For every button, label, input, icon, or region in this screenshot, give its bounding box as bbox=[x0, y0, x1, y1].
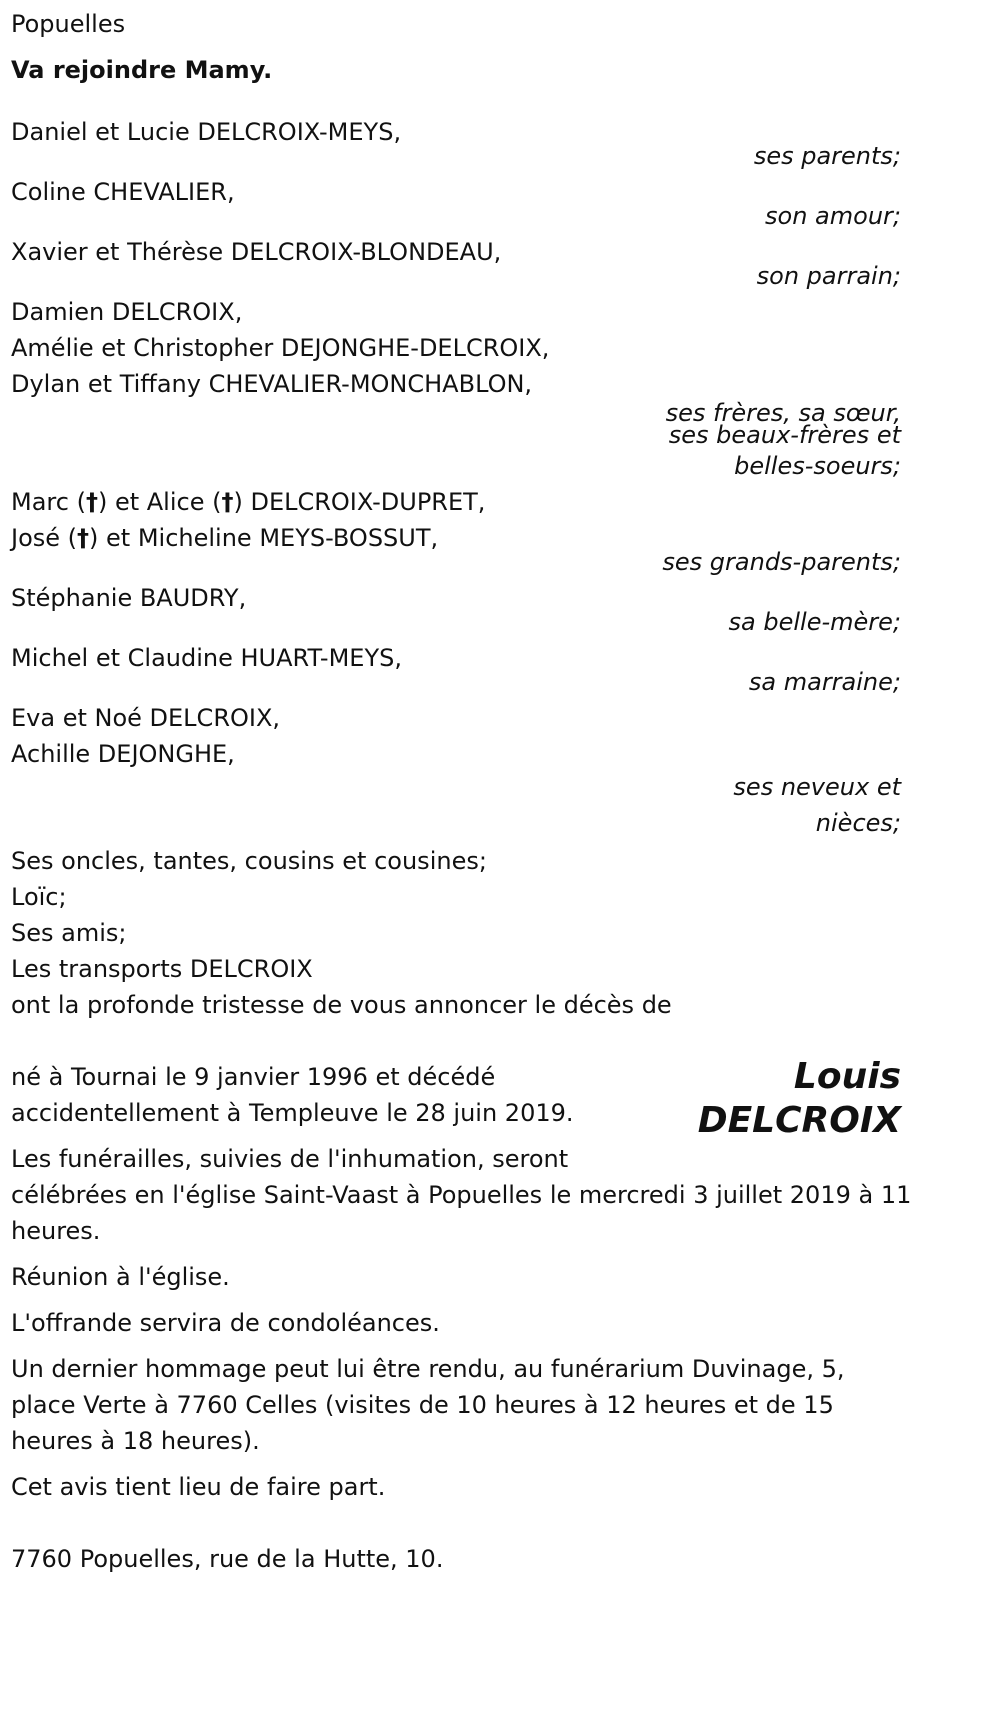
funeral-line: célébrées en l'église Saint-Vaast à Popuelles le mercredi 3 juillet 2019 à 11 bbox=[11, 1181, 912, 1209]
family-group-godmother bbox=[11, 640, 901, 700]
deceased-last-name: DELCROIX bbox=[697, 1100, 901, 1141]
mourner-line: Loïc; bbox=[11, 883, 67, 911]
other-mourners bbox=[11, 843, 901, 1023]
motto: Va rejoindre Mamy. bbox=[11, 56, 273, 84]
notice-line: Cet avis tient lieu de faire part. bbox=[11, 1473, 386, 1501]
family-name: Amélie et Christopher DEJONGHE-DELCROIX, bbox=[11, 334, 550, 362]
deceased-block bbox=[11, 1056, 901, 1141]
tribute-info bbox=[11, 1351, 901, 1459]
tribute-line: Un dernier hommage peut lui être rendu, au funérarium Duvinage, 5, bbox=[11, 1355, 845, 1383]
family-name: Michel et Claudine HUART-MEYS, bbox=[11, 644, 402, 672]
family-relation: ses parents; bbox=[753, 142, 901, 170]
funeral-line: Les funérailles, suivies de l'inhumation, seront bbox=[11, 1145, 569, 1173]
family-group-siblings bbox=[11, 294, 901, 484]
family-group-parents bbox=[11, 114, 901, 174]
family-relation: nièces; bbox=[815, 809, 901, 837]
announcement-line: ont la profonde tristesse de vous annoncer le décès de bbox=[11, 991, 672, 1019]
family-group-stepmother bbox=[11, 580, 901, 640]
deceased-name bbox=[698, 1055, 901, 1143]
family-group-godfather bbox=[11, 234, 901, 294]
city-heading: Popuelles bbox=[11, 10, 126, 38]
family-name: Xavier et Thérèse DELCROIX-BLONDEAU, bbox=[11, 238, 502, 266]
tribute-line: heures à 18 heures). bbox=[11, 1427, 260, 1455]
mourner-line: Les transports DELCROIX bbox=[11, 955, 313, 983]
cross-icon: † bbox=[85, 488, 98, 516]
family-relation: ses frères, sa sœur, bbox=[665, 399, 901, 427]
birth-line: né à Tournai le 9 janvier 1996 et décédé bbox=[11, 1063, 496, 1091]
meeting-info: Réunion à l'église. bbox=[11, 1263, 230, 1291]
family-relation: ses beaux-frères et bbox=[668, 421, 901, 449]
funeral-details bbox=[11, 1141, 912, 1249]
cross-icon: † bbox=[77, 524, 90, 552]
family-name: Damien DELCROIX, bbox=[11, 298, 243, 326]
family-name-grandparents-1: Marc (†) et Alice (†) DELCROIX-DUPRET, bbox=[11, 488, 486, 516]
funeral-line: heures. bbox=[11, 1217, 101, 1245]
family-name: Dylan et Tiffany CHEVALIER-MONCHABLON, bbox=[11, 370, 533, 398]
family-group-grandparents bbox=[11, 484, 901, 580]
obituary-notice bbox=[11, 6, 912, 1577]
family-name: Stéphanie BAUDRY, bbox=[11, 584, 247, 612]
family-name: Daniel et Lucie DELCROIX-MEYS, bbox=[11, 118, 402, 146]
family-name: Eva et Noé DELCROIX, bbox=[11, 704, 281, 732]
mourner-line: Ses oncles, tantes, cousins et cousines; bbox=[11, 847, 487, 875]
family-group-nephews bbox=[11, 700, 901, 841]
family-name: Achille DEJONGHE, bbox=[11, 740, 235, 768]
family-relation: ses grands-parents; bbox=[662, 548, 901, 576]
family-relation: ses neveux et bbox=[733, 773, 901, 801]
family-relation: son parrain; bbox=[756, 262, 901, 290]
family-group-love bbox=[11, 174, 901, 234]
family-relation: sa marraine; bbox=[748, 668, 901, 696]
family-relation: belles-soeurs; bbox=[734, 452, 901, 480]
family-name-grandparents-2: José (†) et Micheline MEYS-BOSSUT, bbox=[11, 524, 439, 552]
address-line: 7760 Popuelles, rue de la Hutte, 10. bbox=[11, 1545, 444, 1573]
offering-info: L'offrande servira de condoléances. bbox=[11, 1309, 440, 1337]
mourner-line: Ses amis; bbox=[11, 919, 127, 947]
deceased-first-name: Louis bbox=[793, 1056, 901, 1097]
family-name: Coline CHEVALIER, bbox=[11, 178, 235, 206]
cross-icon: † bbox=[221, 488, 234, 516]
family-relation: sa belle-mère; bbox=[728, 608, 901, 636]
tribute-line: place Verte à 7760 Celles (visites de 10 heures à 12 heures et de 15 bbox=[11, 1391, 834, 1419]
family-relation: son amour; bbox=[765, 202, 901, 230]
death-line: accidentellement à Templeuve le 28 juin 2019. bbox=[11, 1099, 574, 1127]
